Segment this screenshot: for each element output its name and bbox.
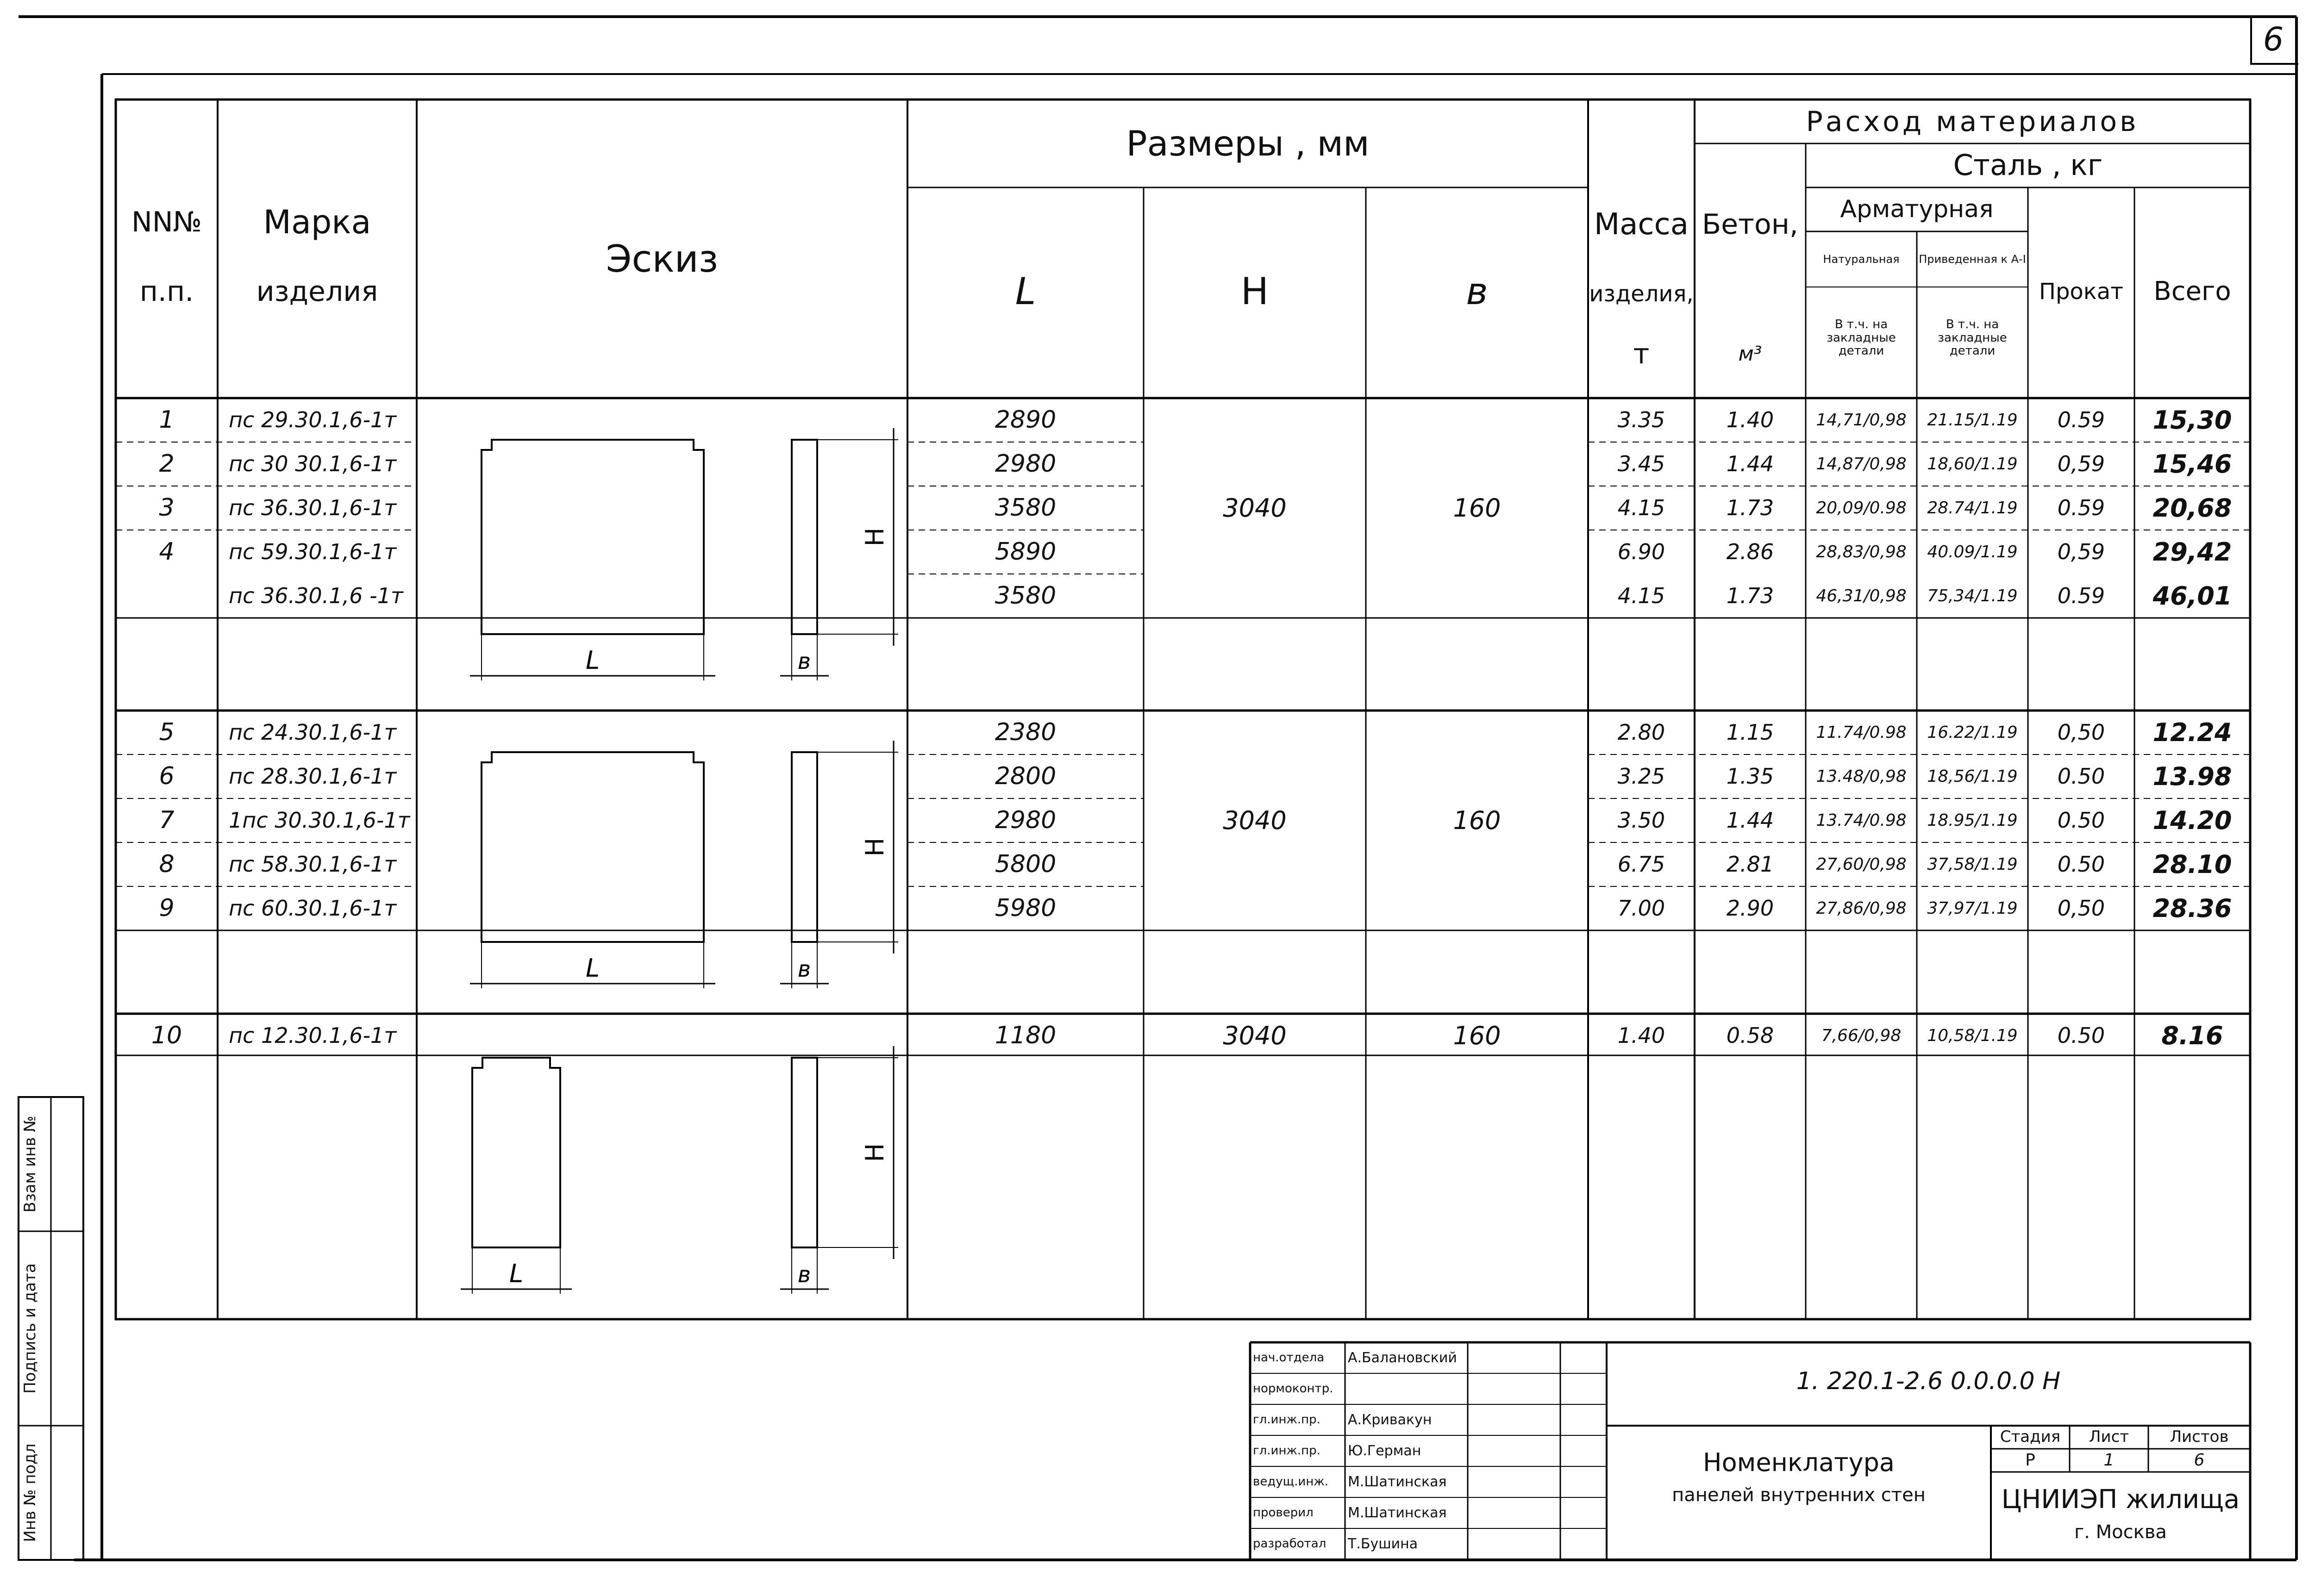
cell-beton: 0.58 bbox=[1726, 1023, 1774, 1048]
cell-b: 160 bbox=[1453, 1021, 1501, 1050]
header-prokat: Прокат bbox=[2039, 278, 2124, 305]
cell-beton: 1.40 bbox=[1726, 407, 1774, 433]
header-vtch-natural: В т.ч. на закладные детали bbox=[1827, 318, 1896, 358]
listov-label: Листов bbox=[2170, 1428, 2229, 1446]
staff-role: проверил bbox=[1253, 1506, 1314, 1520]
panel-sketch bbox=[461, 1046, 898, 1294]
cell-nat: 13.74/0.98 bbox=[1816, 810, 1907, 830]
header-vsego: Всего bbox=[2153, 276, 2231, 307]
sketch-label-H: Н bbox=[860, 527, 889, 547]
cell-prokat: 0.50 bbox=[2057, 1023, 2105, 1048]
cell-nat: 11.74/0.98 bbox=[1816, 723, 1907, 742]
cell-total: 14.20 bbox=[2152, 805, 2232, 835]
cell-mark: пс 36.30.1,6-1т bbox=[229, 495, 397, 521]
cell-b: 160 bbox=[1453, 805, 1501, 835]
document-code: 1. 220.1-2.6 0.0.0.0 Н bbox=[1796, 1367, 2061, 1396]
cell-L: 3580 bbox=[995, 493, 1057, 522]
staff-name: А.Балановский bbox=[1348, 1350, 1457, 1366]
cell-prokat: 0.50 bbox=[2057, 764, 2105, 789]
header-b: в bbox=[1466, 270, 1488, 313]
cell-mass: 3.50 bbox=[1617, 808, 1665, 833]
cell-mark: пс 59.30.1,6-1т bbox=[229, 539, 397, 565]
cell-nat: 28,83/0,98 bbox=[1816, 542, 1907, 561]
panel-sketch bbox=[470, 428, 898, 680]
cell-H: 3040 bbox=[1223, 493, 1287, 523]
panel-front-outline bbox=[482, 440, 704, 634]
header-massa-unit: т bbox=[1633, 338, 1650, 370]
cell-n: 5 bbox=[159, 718, 175, 746]
cell-L: 5980 bbox=[995, 894, 1057, 922]
header-L: L bbox=[1015, 270, 1036, 313]
cell-mark: пс 36.30.1,6 -1т bbox=[229, 583, 403, 609]
header-beton-unit: м³ bbox=[1738, 342, 1762, 366]
header-pp: п.п. bbox=[139, 275, 194, 308]
panel-section-outline bbox=[792, 440, 817, 634]
sketch-label-H: Н bbox=[860, 1143, 889, 1162]
cell-mark: 1пс 30.30.1,6-1т bbox=[229, 808, 410, 833]
staff-name: М.Шатинская bbox=[1348, 1505, 1447, 1521]
cell-beton: 2.86 bbox=[1726, 539, 1774, 565]
cell-total: 15,46 bbox=[2152, 449, 2232, 479]
doc-title-line2: панелей внутренних стен bbox=[1672, 1484, 1926, 1506]
header-massa-izdeliya: изделия, bbox=[1589, 281, 1694, 307]
cell-mass: 6.75 bbox=[1617, 852, 1665, 877]
organization-name: ЦНИИЭП жилища bbox=[2001, 1484, 2240, 1515]
header-armaturnaya: Арматурная bbox=[1840, 195, 1994, 223]
cell-prokat: 0.50 bbox=[2057, 852, 2105, 877]
cell-prokat: 0,59 bbox=[2057, 451, 2105, 477]
list-value: 1 bbox=[2103, 1451, 2115, 1470]
cell-prokat: 0,50 bbox=[2057, 720, 2105, 745]
cell-total: 12.24 bbox=[2152, 717, 2232, 747]
cell-total: 28.10 bbox=[2152, 849, 2232, 879]
sketch-label-b: в bbox=[797, 956, 811, 982]
side-stamp-inv-podl: Инв № подл bbox=[21, 1443, 39, 1542]
cell-mark: пс 29.30.1,6-1т bbox=[229, 407, 397, 433]
cell-priv: 37,58/1.19 bbox=[1927, 854, 2018, 874]
cell-nat: 27,60/0,98 bbox=[1816, 854, 1907, 874]
cell-L: 2980 bbox=[995, 449, 1057, 478]
header-privedennaya: Приведенная к А-I bbox=[1919, 252, 2026, 266]
panel-sketch bbox=[470, 741, 898, 988]
sketch-label-b: в bbox=[797, 1262, 811, 1288]
cell-nat: 14,87/0,98 bbox=[1816, 454, 1907, 474]
organization-city: г. Москва bbox=[2074, 1521, 2167, 1543]
cell-nat: 27,86/0,98 bbox=[1816, 898, 1907, 918]
cell-priv: 10,58/1.19 bbox=[1927, 1026, 2018, 1045]
cell-n: 6 bbox=[159, 762, 175, 790]
cell-nat: 7,66/0,98 bbox=[1821, 1026, 1902, 1045]
cell-prokat: 0.59 bbox=[2057, 495, 2105, 521]
staff-name: М.Шатинская bbox=[1348, 1474, 1447, 1490]
cell-mark: пс 28.30.1,6-1т bbox=[229, 764, 397, 789]
cell-nat: 13.48/0,98 bbox=[1816, 767, 1907, 786]
cell-total: 29,42 bbox=[2152, 537, 2232, 567]
staff-role: гл.инж.пр. bbox=[1253, 1413, 1320, 1427]
sketch-label-b: в bbox=[797, 648, 811, 674]
cell-mass: 4.15 bbox=[1617, 583, 1665, 609]
cell-L: 3580 bbox=[995, 581, 1057, 610]
cell-nat: 20,09/0.98 bbox=[1816, 498, 1907, 517]
header-izdeliya: изделия bbox=[256, 275, 378, 308]
cell-n: 1 bbox=[159, 405, 175, 434]
cell-prokat: 0.59 bbox=[2057, 583, 2105, 609]
cell-priv: 18,60/1.19 bbox=[1927, 454, 2018, 474]
staff-role: нач.отдела bbox=[1253, 1351, 1325, 1365]
cell-priv: 16.22/1.19 bbox=[1927, 723, 2018, 742]
header-vtch-privedennaya: В т.ч. на закладные детали bbox=[1938, 318, 2007, 358]
side-stamp-podpis: Подпись и дата bbox=[21, 1263, 39, 1394]
list-label: Лист bbox=[2089, 1428, 2129, 1446]
cell-n: 9 bbox=[159, 894, 175, 922]
header-eskiz: Эскиз bbox=[606, 237, 719, 281]
cell-total: 15,30 bbox=[2152, 405, 2232, 435]
cell-priv: 75,34/1.19 bbox=[1927, 586, 2018, 605]
staff-role: гл.инж.пр. bbox=[1253, 1444, 1320, 1458]
header-marka: Марка bbox=[263, 203, 371, 241]
cell-beton: 1.73 bbox=[1726, 583, 1774, 609]
cell-mark: пс 60.30.1,6-1т bbox=[229, 896, 397, 921]
cell-n: 2 bbox=[159, 449, 175, 478]
cell-total: 46,01 bbox=[2152, 581, 2232, 611]
cell-beton: 1.15 bbox=[1726, 720, 1774, 745]
cell-n: 3 bbox=[159, 493, 175, 522]
cell-L: 5800 bbox=[995, 850, 1057, 878]
sketch-label-L: L bbox=[509, 1259, 524, 1288]
cell-beton: 1.44 bbox=[1726, 451, 1774, 477]
cell-nat: 14,71/0,98 bbox=[1816, 410, 1907, 430]
cell-total: 13.98 bbox=[2152, 761, 2232, 791]
header-beton: Бетон, bbox=[1702, 208, 1799, 241]
cell-priv: 37,97/1.19 bbox=[1927, 898, 2018, 918]
cell-L: 5890 bbox=[995, 537, 1057, 566]
cell-n: 8 bbox=[159, 850, 175, 878]
cell-L: 2800 bbox=[995, 762, 1057, 790]
cell-L: 2890 bbox=[995, 405, 1057, 434]
page-number: 6 bbox=[2263, 20, 2284, 58]
header-rashod: Расход материалов bbox=[1806, 105, 2139, 138]
cell-prokat: 0.59 bbox=[2057, 407, 2105, 433]
panel-front-outline bbox=[472, 1058, 560, 1247]
cell-mass: 1.40 bbox=[1617, 1023, 1665, 1048]
cell-L: 2380 bbox=[995, 718, 1057, 746]
cell-priv: 21.15/1.19 bbox=[1927, 410, 2018, 430]
cell-priv: 18.95/1.19 bbox=[1927, 810, 2018, 830]
stadiya-value: Р bbox=[2025, 1451, 2035, 1470]
cell-mass: 3.35 bbox=[1617, 407, 1665, 433]
cell-total: 8.16 bbox=[2161, 1021, 2223, 1050]
staff-name: Т.Бушина bbox=[1348, 1536, 1418, 1552]
cell-mark: пс 24.30.1,6-1т bbox=[229, 720, 397, 745]
cell-priv: 28.74/1.19 bbox=[1927, 498, 2018, 517]
cell-total: 20,68 bbox=[2152, 493, 2232, 523]
stadiya-label: Стадия bbox=[2000, 1428, 2061, 1446]
cell-prokat: 0,50 bbox=[2057, 896, 2105, 921]
cell-beton: 1.35 bbox=[1726, 764, 1774, 789]
cell-mass: 7.00 bbox=[1617, 896, 1665, 921]
cell-mark: пс 12.30.1,6-1т bbox=[229, 1023, 397, 1048]
cell-beton: 1.73 bbox=[1726, 495, 1774, 521]
listov-value: 6 bbox=[2194, 1451, 2205, 1470]
cell-b: 160 bbox=[1453, 493, 1501, 523]
cell-prokat: 0,59 bbox=[2057, 539, 2105, 565]
cell-mark: пс 58.30.1,6-1т bbox=[229, 852, 397, 877]
cell-mass: 3.45 bbox=[1617, 451, 1665, 477]
cell-total: 28.36 bbox=[2152, 893, 2232, 923]
header-naturalnaya: Натуральная bbox=[1823, 252, 1900, 266]
cell-priv: 40.09/1.19 bbox=[1927, 542, 2018, 561]
cell-n: 4 bbox=[159, 537, 175, 566]
cell-mark: пс 30 30.1,6-1т bbox=[229, 451, 397, 477]
cell-mass: 2.80 bbox=[1617, 720, 1665, 745]
panel-front-outline bbox=[482, 752, 704, 942]
staff-role: ведущ.инж. bbox=[1253, 1475, 1329, 1489]
header-nn: NN№ bbox=[131, 206, 202, 238]
cell-beton: 2.90 bbox=[1726, 896, 1774, 921]
panel-section-outline bbox=[792, 1058, 817, 1247]
header-razmery: Размеры , мм bbox=[1126, 123, 1370, 164]
cell-mass: 3.25 bbox=[1617, 764, 1665, 789]
cell-n: 10 bbox=[151, 1021, 182, 1049]
cell-priv: 18,56/1.19 bbox=[1927, 767, 2018, 786]
cell-prokat: 0.50 bbox=[2057, 808, 2105, 833]
sketch-label-H: Н bbox=[860, 837, 889, 857]
header-stal: Сталь , кг bbox=[1953, 148, 2103, 182]
cell-mass: 4.15 bbox=[1617, 495, 1665, 521]
sketch-label-L: L bbox=[585, 954, 600, 983]
sketch-label-L: L bbox=[585, 646, 600, 675]
doc-title-line1: Номенклатура bbox=[1703, 1448, 1895, 1478]
side-stamp-vzam: Взам инв № bbox=[21, 1116, 39, 1213]
staff-role: разработал bbox=[1253, 1537, 1326, 1551]
panel-section-outline bbox=[792, 752, 817, 942]
cell-mass: 6.90 bbox=[1617, 539, 1665, 565]
cell-H: 3040 bbox=[1223, 805, 1287, 835]
cell-H: 3040 bbox=[1223, 1021, 1287, 1050]
staff-name: Ю.Герман bbox=[1348, 1443, 1421, 1459]
cell-L: 1180 bbox=[995, 1021, 1057, 1049]
staff-name: А.Кривакун bbox=[1348, 1412, 1432, 1428]
header-H: Н bbox=[1240, 270, 1269, 313]
cell-n: 7 bbox=[159, 806, 175, 834]
header-massa: Масса bbox=[1594, 207, 1689, 242]
cell-beton: 1.44 bbox=[1726, 808, 1774, 833]
cell-L: 2980 bbox=[995, 806, 1057, 834]
staff-role: нормоконтр. bbox=[1253, 1382, 1333, 1396]
cell-nat: 46,31/0,98 bbox=[1816, 586, 1907, 605]
cell-beton: 2.81 bbox=[1726, 852, 1774, 877]
